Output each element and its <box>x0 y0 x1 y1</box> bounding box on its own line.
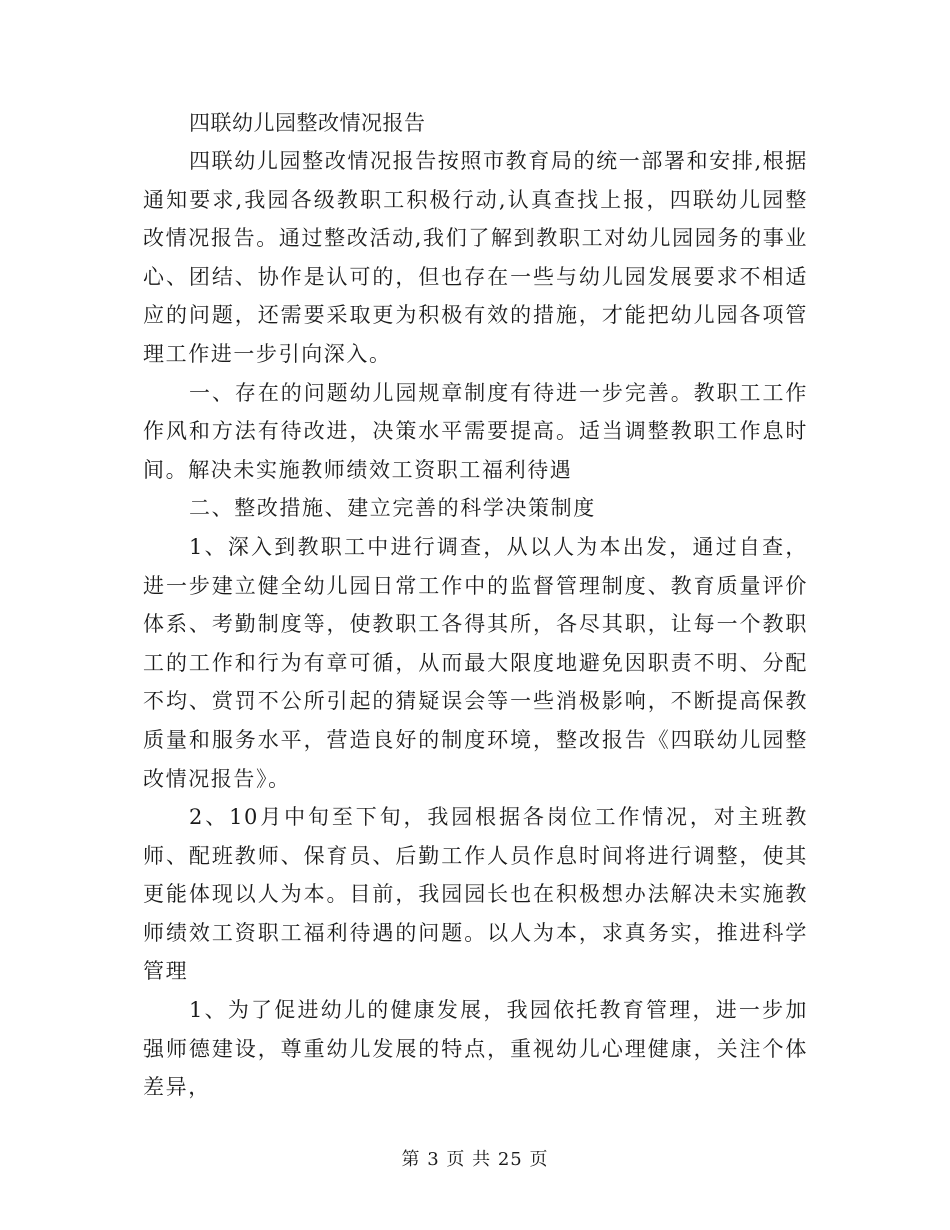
paragraph-problems: 一、存在的问题幼儿园规章制度有待进一步完善。教职工工作作风和方法有待改进，决策水平需要提高。适当调整教职工作息时间。解决未实施教师绩效工资职工福利待遇 <box>143 380 808 482</box>
page-number-footer: 第 3 页 共 25 页 <box>401 1149 549 1170</box>
paragraph-measure-2: 2、10月中旬至下旬，我园根据各岗位工作情况，对主班教师、配班教师、保育员、后勤工作人员作息时间将进行调整，使其更能体现以人为本。目前，我园园长也在积极想办法解决未实施教师绩效工资职工福利待遇的问题。以人为本，求真务实，推进科学管理 <box>143 805 808 984</box>
paragraph-measures-heading: 二、整改措施、建立完善的科学决策制度 <box>189 496 596 521</box>
paragraph-intro: 四联幼儿园整改情况报告按照市教育局的统一部署和安排,根据通知要求,我园各级教职工积极行动,认真查找上报，四联幼儿园整改情况报告。通过整改活动,我们了解到教职工对幼儿园园务的事业心、团结、协作是认可的，但也存在一些与幼儿园发展要求不相适应的问题，还需要采取更为积极有效的措施，才能把幼儿园各项管理工作进一步引向深入。 <box>143 149 808 366</box>
paragraph-measure-1: 1、深入到教职工中进行调查，从以人为本出发，通过自查，进一步建立健全幼儿园日常工作中的监督管理制度、教育质量评价体系、考勤制度等，使教职工各得其所，各尽其职，让每一个教职工的工作和行为有章可循，从而最大限度地避免因职责不明、分配不均、赏罚不公所引起的猜疑误会等一些消极影响，不断提高保教质量和服务水平，营造良好的制度环境，整改报告《四联幼儿园整改情况报告》。 <box>143 534 808 791</box>
document-title: 四联幼儿园整改情况报告 <box>189 111 426 135</box>
document-body <box>143 104 808 1107</box>
paragraph-measure-3: 1、为了促进幼儿的健康发展，我园依托教育管理，进一步加强师德建设，尊重幼儿发展的特点，重视幼儿心理健康，关注个体差异， <box>143 998 808 1100</box>
